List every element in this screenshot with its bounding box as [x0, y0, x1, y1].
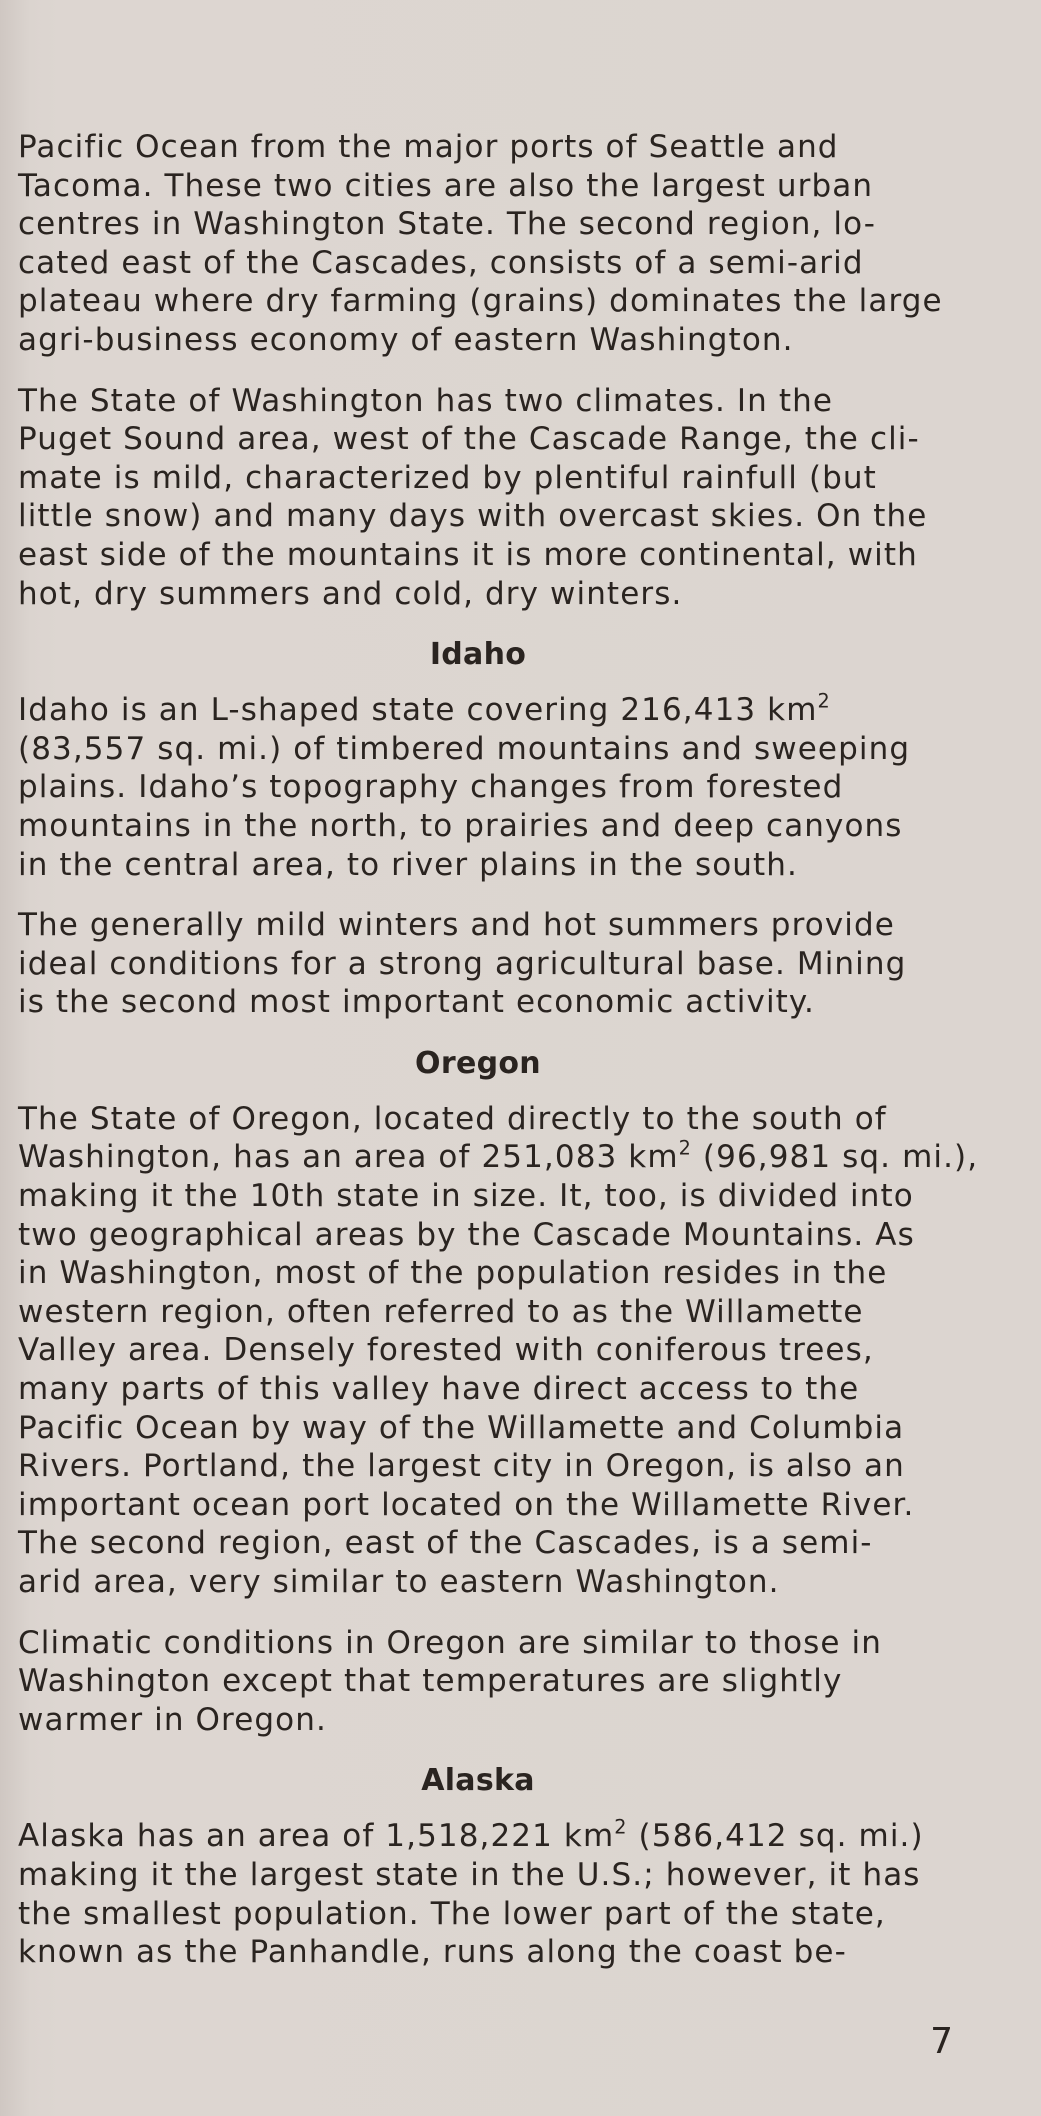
paragraph-washington-regions: [18, 128, 943, 360]
text-line: centres in Washington State. The second region, lo-: [18, 206, 877, 243]
section-heading-alaska: Alaska: [421, 1763, 535, 1799]
text-line: Rivers. Portland, the largest city in Oregon, is also an: [18, 1448, 905, 1485]
text-line: mate is mild, characterized by plentiful rainfull (but: [18, 459, 877, 496]
text-line: The State of Oregon, located directly to the south of: [18, 1100, 887, 1137]
section-alaska: [18, 1761, 938, 1971]
text-line: cated east of the Cascades, consists of a semi-arid: [18, 244, 864, 281]
text-line: many parts of this valley have direct access to the: [18, 1371, 860, 1408]
text-line: Climatic conditions in Oregon are similar to those in: [18, 1624, 883, 1661]
text-line: making it the largest state in the U.S.; however, it has: [18, 1856, 921, 1893]
text-line: warmer in Oregon.: [18, 1701, 327, 1738]
text-line: agri-business economy of eastern Washington.: [18, 321, 794, 358]
text-line: little snow) and many days with overcast skies. On the: [18, 498, 928, 535]
text-line: hot, dry summers and cold, dry winters.: [18, 575, 683, 612]
paragraph-idaho-economy: [18, 906, 938, 1022]
text-line: is the second most important economic activity.: [18, 984, 815, 1021]
paragraph-oregon-geography: [18, 1100, 979, 1602]
section-heading-idaho: Idaho: [429, 637, 527, 673]
page-number: 7: [930, 2021, 953, 2062]
paragraph-washington-climate: [18, 382, 938, 614]
text-line: Washington, has an area of 251,083 $km^2$ (96,981 sq. mi.),: [18, 1136, 979, 1176]
text-line: The generally mild winters and hot summers provide: [18, 907, 895, 944]
text-line: plateau where dry farming (grains) dominates the large: [18, 283, 943, 320]
text-line: important ocean port located on the Willamette River.: [18, 1486, 915, 1523]
text-line: Pacific Ocean from the major ports of Seattle and: [18, 129, 839, 165]
text-line: in the central area, to river plains in the south.: [18, 846, 798, 883]
text-line: Pacific Ocean by way of the Willamette and Columbia: [18, 1409, 905, 1446]
text-line: Puget Sound area, west of the Cascade Range, the cli-: [18, 421, 920, 458]
section-oregon: [18, 1044, 979, 1740]
text-line: arid area, very similar to eastern Washington.: [18, 1564, 780, 1600]
text-line: western region, often referred to as the Willamette: [18, 1293, 864, 1330]
text-line: Idaho is an L-shaped state covering 216,413 $km^2$: [18, 689, 831, 729]
page-body: [18, 128, 979, 1994]
text-line: Washington except that temperatures are slightly: [18, 1663, 843, 1700]
text-line: Alaska has an area of 1,518,221 $km^2$ (586,412 sq. mi.): [18, 1815, 924, 1855]
section-idaho: [18, 635, 938, 1022]
paragraph-idaho-geography: [18, 691, 938, 884]
section-heading-oregon: Oregon: [415, 1045, 541, 1081]
text-line: known as the Panhandle, runs along the coast be-: [18, 1934, 847, 1971]
text-line: Valley area. Densely forested with coniferous trees,: [18, 1332, 874, 1369]
text-line: in Washington, most of the population resides in the: [18, 1255, 888, 1292]
text-line: east side of the mountains it is more continental, with: [18, 536, 918, 573]
text-line: The second region, east of the Cascades, is a semi-: [18, 1525, 873, 1562]
section-washington: [18, 128, 943, 613]
text-line: the smallest population. The lower part of the state,: [18, 1895, 886, 1932]
text-line: The State of Washington has two climates. In the: [18, 382, 834, 419]
text-line: mountains in the north, to prairies and deep canyons: [18, 807, 903, 844]
text-line: making it the 10th state in size. It, too, is divided into: [18, 1178, 914, 1215]
text-line: ideal conditions for a strong agricultural base. Mining: [18, 945, 907, 982]
text-line: two geographical areas by the Cascade Mountains. As: [18, 1216, 915, 1253]
paragraph-alaska-geography: [18, 1817, 938, 1971]
paragraph-oregon-climate: [18, 1624, 938, 1740]
text-line: plains. Idaho’s topography changes from forested: [18, 769, 844, 806]
text-line: Tacoma. These two cities are also the largest urban: [18, 167, 874, 204]
text-line: (83,557 sq. mi.) of timbered mountains and sweeping: [18, 730, 911, 767]
